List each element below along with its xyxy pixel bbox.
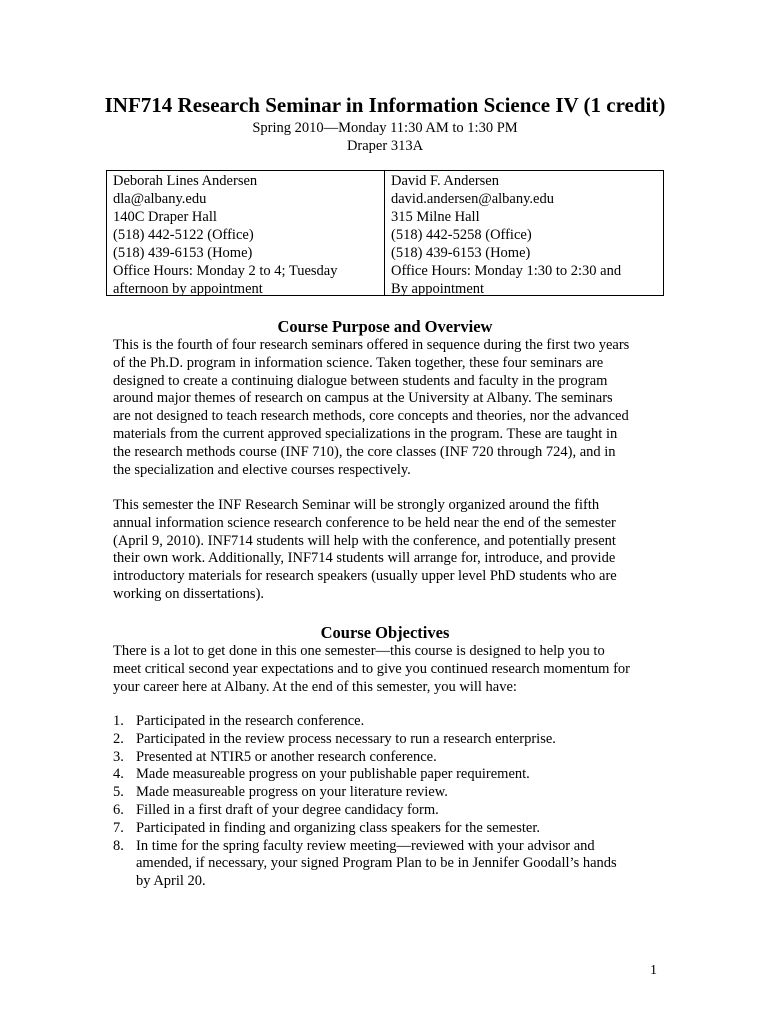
list-item-text: Made measureable progress on your publishable paper requirement. — [136, 766, 530, 783]
list-item-number: 8. — [113, 837, 124, 854]
text-line: designed to create a continuing dialogue between students and faculty in the program — [113, 372, 608, 389]
text-line: introductory materials for research speakers (usually upper level PhD students who are — [113, 568, 617, 585]
text-line: around major themes of research on campus at the University at Albany. The seminars — [113, 390, 613, 407]
instructor-phone-office: (518) 442-5258 (Office) — [391, 227, 532, 243]
course-schedule: Spring 2010—Monday 11:30 AM to 1:30 PM — [252, 120, 518, 136]
text-line: This semester the INF Research Seminar will be strongly organized around the fifth — [113, 497, 600, 513]
list-item — [113, 713, 661, 731]
list-item-number: 5. — [113, 784, 124, 801]
list-item — [113, 838, 661, 891]
list-item-text: Participated in the review process necessary to run a research enterprise. — [136, 730, 556, 747]
list-item-text: Presented at NTIR5 or another research conference. — [136, 748, 437, 765]
course-location: Draper 313A — [346, 138, 424, 154]
text-line: the research methods course (INF 710), the core classes (INF 720 through 724), and in — [113, 443, 616, 460]
list-item — [113, 802, 661, 820]
list-item — [113, 749, 661, 767]
list-item-text: Filled in a first draft of your degree candidacy form. — [136, 801, 439, 818]
course-title: INF714 Research Seminar in Information Science IV (1 credit) — [104, 93, 666, 117]
list-item-number: 4. — [113, 766, 124, 783]
list-item-text: In time for the spring faculty review meeting—reviewed with your advisor and — [136, 837, 595, 854]
objectives-intro — [113, 643, 661, 696]
list-item — [113, 731, 661, 749]
purpose-paragraph-2 — [113, 497, 661, 604]
section-heading-objectives: Course Objectives — [320, 623, 450, 642]
instructor-email: david.andersen@albany.edu — [391, 191, 554, 207]
text-line: annual information science research conference to be held near the end of the semester — [113, 514, 616, 531]
list-item-text: Participated in finding and organizing class speakers for the semester. — [136, 819, 541, 836]
instructor-phone-office: (518) 442-5122 (Office) — [113, 227, 254, 243]
section-heading-purpose: Course Purpose and Overview — [277, 317, 493, 336]
instructor-office: 140C Draper Hall — [113, 209, 217, 225]
list-item — [113, 766, 661, 784]
text-line: working on dissertations). — [113, 585, 265, 602]
objectives-list — [113, 713, 661, 891]
list-item-number: 7. — [113, 819, 124, 836]
instructor-name: David F. Andersen — [391, 173, 499, 189]
text-line: materials from the current approved specializations in the program. These are taught in — [113, 425, 618, 442]
instructor-email: dla@albany.edu — [113, 191, 207, 207]
text-line: the specialization and elective courses respectively. — [113, 461, 411, 478]
text-line: are not designed to teach research methods, core concepts and theories, nor the advanced — [113, 408, 629, 425]
text-line: meet critical second year expectations and to give you continued research momentum for — [113, 660, 630, 677]
list-item-number: 2. — [113, 730, 124, 747]
instructor-phone-home: (518) 439-6153 (Home) — [113, 245, 253, 261]
instructor-contact-table — [106, 170, 664, 296]
list-item-text: Participated in the research conference. — [136, 713, 365, 729]
instructor-hours-continued: afternoon by appointment — [113, 281, 263, 297]
instructor-contact-david — [385, 171, 663, 295]
list-item-text: amended, if necessary, your signed Program Plan to be in Jennifer Goodall’s hands — [136, 855, 617, 872]
list-item-number: 3. — [113, 748, 124, 765]
instructor-hours: Office Hours: Monday 2 to 4; Tuesday — [113, 263, 338, 279]
text-line: of the Ph.D. program in information science. Taken together, these four seminars are — [113, 354, 604, 371]
list-item-text: Made measureable progress on your literature review. — [136, 784, 448, 801]
text-line: their own work. Additionally, INF714 students will arrange for, introduce, and provide — [113, 550, 616, 567]
page-number: 1 — [650, 963, 657, 978]
list-item-number: 1. — [113, 713, 124, 729]
list-item — [113, 784, 661, 802]
purpose-paragraph-1 — [113, 337, 661, 479]
instructor-office: 315 Milne Hall — [391, 209, 480, 225]
list-item-number: 6. — [113, 801, 124, 818]
instructor-contact-deborah — [107, 171, 385, 295]
instructor-name: Deborah Lines Andersen — [113, 173, 258, 189]
instructor-hours: Office Hours: Monday 1:30 to 2:30 and — [391, 263, 622, 279]
list-item-text: by April 20. — [136, 873, 206, 890]
instructor-phone-home: (518) 439-6153 (Home) — [391, 245, 531, 261]
instructor-hours-continued: By appointment — [391, 281, 485, 297]
list-item — [113, 820, 661, 838]
text-line: There is a lot to get done in this one semester—this course is designed to help you to — [113, 643, 605, 659]
text-line: your career here at Albany. At the end of this semester, you will have: — [113, 678, 517, 695]
text-line: (April 9, 2010). INF714 students will help with the conference, and potentially present — [113, 532, 616, 549]
text-line: This is the fourth of four research seminars offered in sequence during the first two years — [113, 337, 630, 353]
